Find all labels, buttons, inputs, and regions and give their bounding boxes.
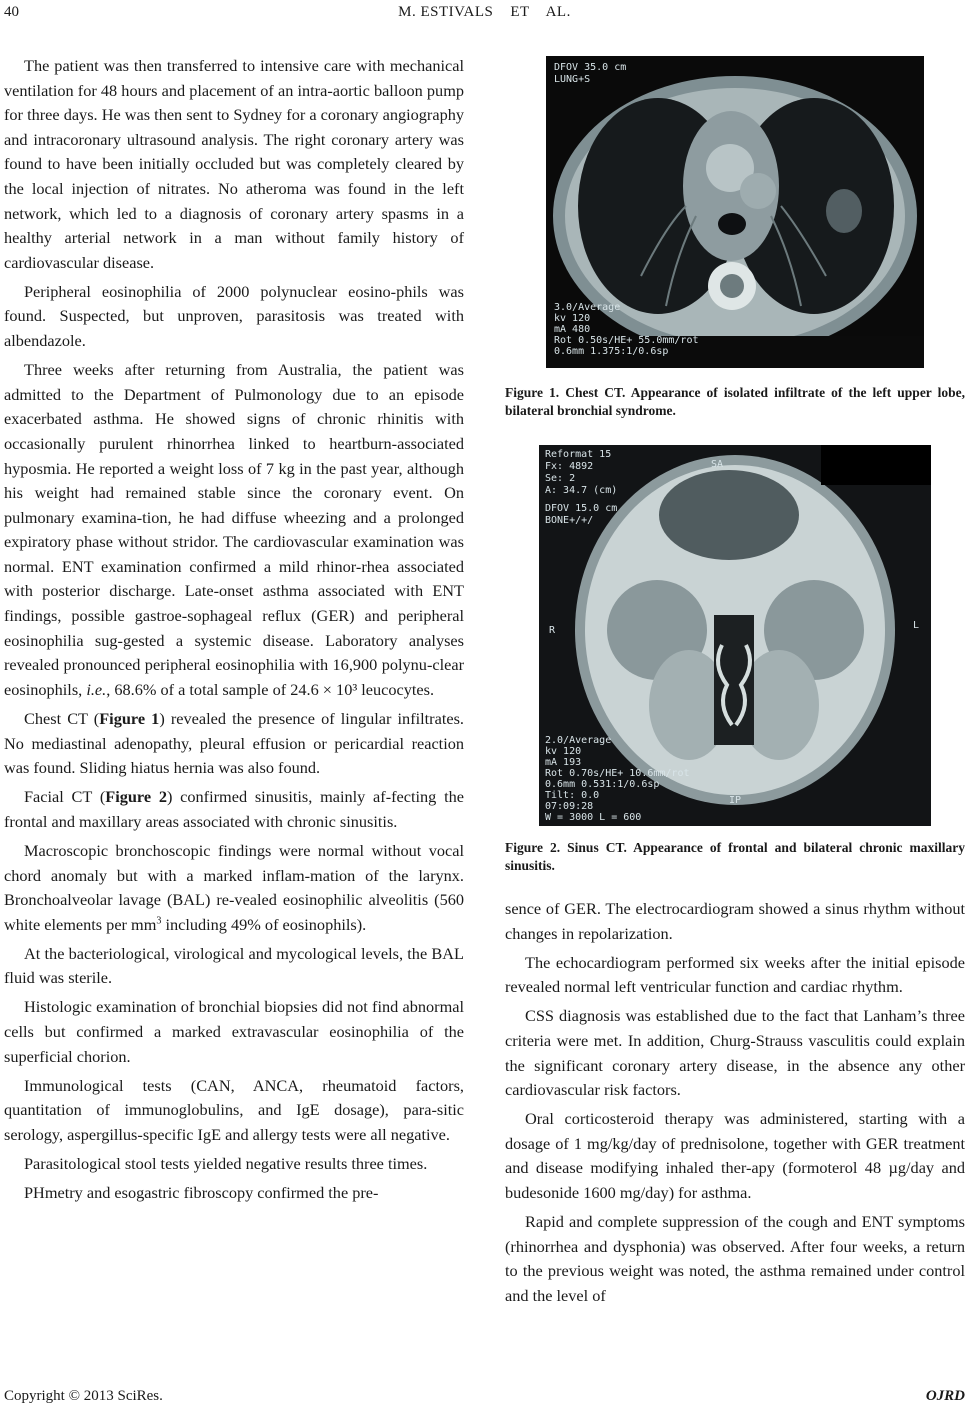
running-head: M. ESTIVALS ET AL. bbox=[398, 4, 571, 20]
sinus-ct-orientation-label: IP bbox=[729, 795, 742, 806]
chest-ct-overlay-text: LUNG+S bbox=[554, 74, 591, 85]
figure-2-caption: Figure 2. Sinus CT. Appearance of frontal and bilateral chronic maxillary sinusitis. bbox=[505, 840, 965, 873]
sinus-ct-overlay-text: BONE+/+/ bbox=[545, 515, 594, 526]
figure-1-reference[interactable]: Figure 1 bbox=[99, 708, 160, 728]
sinus-ct-orientation-label: L bbox=[913, 620, 920, 631]
sinus-ct-overlay-text: 07:09:28 bbox=[545, 801, 594, 812]
sinus-ct-overlay-text: Rot 0.70s/HE+ 10.6mm/rot bbox=[545, 768, 690, 779]
chest-ct-overlay-text: kv 120 bbox=[554, 313, 591, 324]
sinus-ct-orientation-label: SA bbox=[711, 459, 724, 470]
sinus-ct-overlay-text: A: 34.7 (cm) bbox=[545, 485, 618, 496]
sinus-ct-overlay-text: Tilt: 0.0 bbox=[545, 790, 600, 801]
paragraph: Macroscopic bronchoscopic findings were normal without vocal chord anomaly but with a marked inflam-mation of the larynx. Bronchoalveolar lavage (BAL) re-vealed eosinophilic alveolitis (560 white elements per $mm^3$ including 49% of eosinophils). bbox=[4, 840, 464, 934]
sinus-ct-overlay-text: 0.6mm 0.531:1/0.6sp bbox=[545, 779, 660, 790]
figure-1-caption: Figure 1. Chest CT. Appearance of isolated infiltrate of the left upper lobe, bilateral bronchial syndrome. bbox=[505, 385, 965, 418]
paragraph: Facial CT (Figure 2) confirmed sinusitis, mainly af-fecting the frontal and maxillary areas associated with chronic sinusitis. bbox=[4, 787, 464, 831]
paragraph: CSS diagnosis was established due to the fact that Lanham’s three criteria were met. In addition, Churg-Strauss vasculitis could explain the significant coronary artery disease, in the absence any other cardiovascular risk factors. bbox=[505, 1006, 965, 1100]
sinus-ct-overlay-text: 2.0/Average bbox=[545, 735, 612, 746]
left-column bbox=[4, 54, 464, 1206]
chest-ct-overlay-text: 0.6mm 1.375:1/0.6sp bbox=[554, 346, 669, 357]
paragraph: Immunological tests (CAN, ANCA, rheumatoid factors, quantitation of immunoglobulins, and IgE dosage), para-sitic serology, aspergillus-specific IgE and allergy tests were all negative. bbox=[4, 1075, 464, 1144]
chest-ct-overlay-text: DFOV 35.0 cm bbox=[554, 62, 627, 73]
figure-1-chest-ct bbox=[546, 56, 924, 368]
right-column bbox=[505, 897, 965, 1309]
paragraph: PHmetry and esogastric fibroscopy confirmed the pre- bbox=[24, 1183, 379, 1203]
sinus-ct-overlay-text: DFOV 15.0 cm bbox=[545, 503, 618, 514]
figure-2-sinus-ct bbox=[539, 445, 931, 826]
paragraph: Histologic examination of bronchial biopsies did not find abnormal cells but confirmed a marked extravascular eosinophilia of the superficial chorion. bbox=[4, 997, 464, 1066]
paragraph: Parasitological stool tests yielded negative results three times. bbox=[24, 1154, 428, 1174]
paragraph: Peripheral eosinophilia of 2000 polynuclear eosino-phils was found. Suspected, but unproven, parasitosis was treated with albendazole. bbox=[4, 281, 464, 351]
sinus-ct-overlay-text: Reformat 15 bbox=[545, 449, 612, 460]
paragraph: Rapid and complete suppression of the cough and ENT symptoms (rhinorrhea and dysphonia) was observed. After four weeks, a return to the previous weight was noted, the asthma remained under control and the level of bbox=[505, 1212, 965, 1305]
sinus-ct-overlay-text: kv 120 bbox=[545, 746, 582, 757]
sinus-ct-image bbox=[539, 445, 931, 826]
paragraph: sence of GER. The electrocardiogram showed a sinus rhythm without changes in repolarization. bbox=[505, 899, 965, 943]
figure-2-reference[interactable]: Figure 2 bbox=[105, 787, 167, 807]
paragraph: The echocardiogram performed six weeks after the initial episode revealed normal left ventricular function and cardiac rhythm. bbox=[505, 952, 965, 997]
page-number: 40 bbox=[4, 4, 19, 20]
sinus-ct-overlay-text: Fx: 4892 bbox=[545, 461, 594, 472]
page-header bbox=[0, 0, 969, 30]
journal-name: OJRD bbox=[925, 1388, 965, 1404]
sinus-ct-overlay-text: W = 3000 L = 600 bbox=[545, 812, 642, 823]
paragraph: At the bacteriological, virological and mycological levels, the BAL fluid was sterile. bbox=[4, 943, 464, 988]
sinus-ct-orientation-label: R bbox=[549, 625, 556, 636]
paragraph: Oral corticosteroid therapy was administered, starting with a dosage of 1 mg/kg/day of prednisolone, together with GER treatment and disease modifying inhaled ther-apy (formoterol 48 µg/day and budesonide 1600 mg/day) for asthma. bbox=[505, 1109, 965, 1203]
paragraph: Three weeks after returning from Australia, the patient was admitted to the Department of Pulmonology due to an episode exacerbated asthma. He showed signs of chronic rhinitis with occasionally purulent rhinorrhea linked to heartburn-associated hyposmia. He reported a weight loss of 7 kg in the past year, although his weight had remained stable since the coronary event. On pulmonary examina-tion, he had diffuse wheezing and a prolonged expiratory phase without stridor. The cardiovascular examination was normal. ENT examination confirmed a mild rhinor-rhea associated with posterior discharge. Late-onset asthma associated with ENT findings, possible gastroe-sophageal reflux (GER) and peripheral eosinophilia sug-gested a systemic disease. Laboratory analyses revealed pronounced peripheral eosinophilia with 16,900 polynu-clear eosinophils, i.e., 68.6% of a total sample of 24.6 × 10³ leucocytes. bbox=[4, 360, 464, 699]
copyright-notice: Copyright © 2013 SciRes. bbox=[4, 1388, 163, 1404]
sinus-ct-overlay-text: Se: 2 bbox=[545, 473, 576, 484]
chest-ct-overlay-text: Rot 0.50s/HE+ 55.0mm/rot bbox=[554, 335, 699, 346]
paragraph: The patient was then transferred to intensive care with mechanical ventilation for 48 hours and placement of an intra-aortic balloon pump for three days. He was then sent to Sydney for a coronary angiography and intracoronary ultrasound analysis. The right coronary artery was found to have been initially occluded but was completely cleared by the local injection of nitrates. No atheroma was found in the left network, which led to a diagnosis of coronary artery spasms in a healthy arterial network in a man without family history of cardiovascular disease. bbox=[4, 56, 464, 272]
sinus-ct-overlay-text: mA 193 bbox=[545, 757, 582, 768]
paragraph: Chest CT (Figure 1) revealed the presence of lingular infiltrates. No mediastinal adenopathy, pleural effusion or pericardial reaction was found. Sliding hiatus hernia was also found. bbox=[4, 708, 464, 778]
chest-ct-overlay-text: 3.0/Average bbox=[554, 302, 621, 313]
chest-ct-overlay-text: mA 480 bbox=[554, 324, 591, 335]
chest-ct-image bbox=[546, 56, 924, 368]
